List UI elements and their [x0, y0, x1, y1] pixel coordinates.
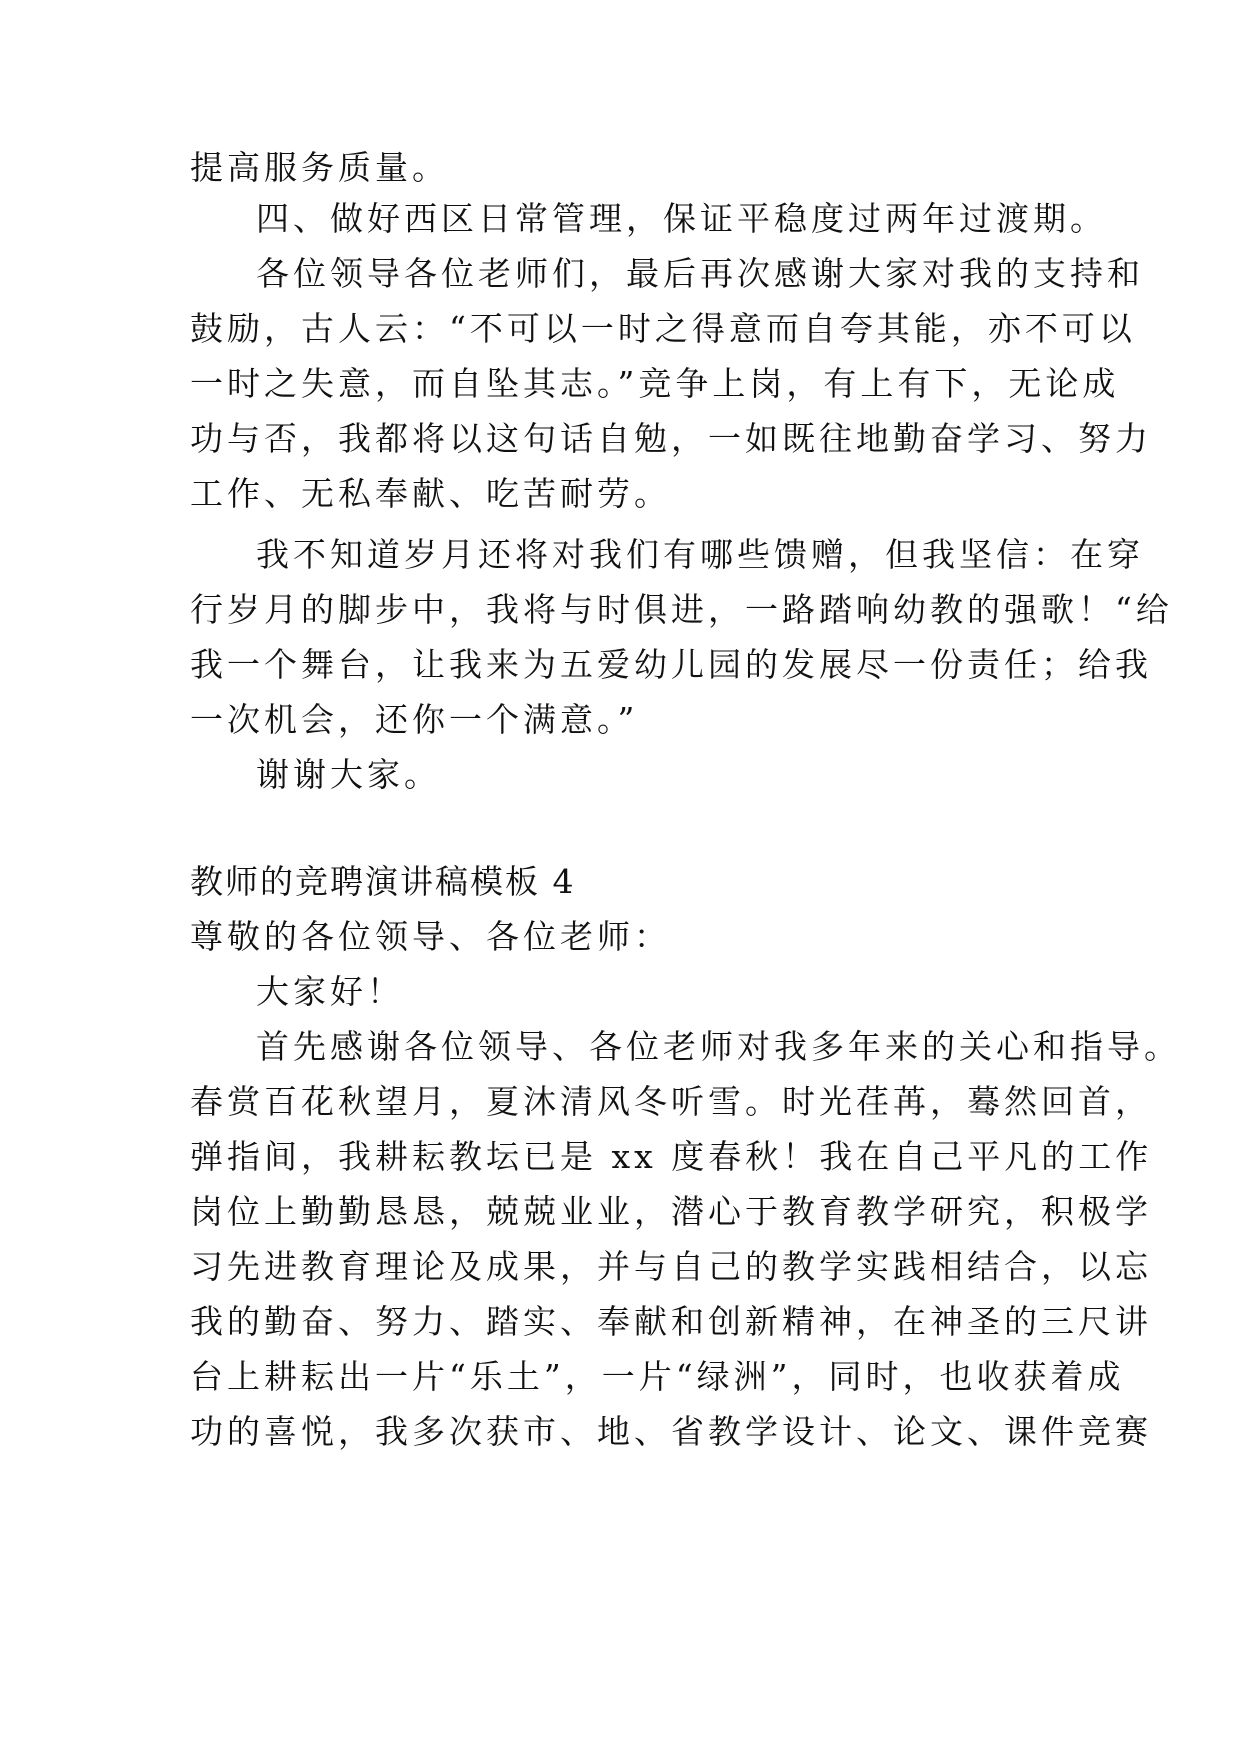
text-line: 一次机会，还你一个满意。”: [190, 700, 639, 739]
text-line: 鼓励，古人云：“不可以一时之得意而自夸其能，亦不可以: [190, 309, 1136, 348]
text-line: 一时之失意，而自坠其志。”竞争上岗，有上有下，无论成: [190, 364, 1120, 403]
text-line: 首先感谢各位领导、各位老师对我多年来的关心和指导。: [256, 1027, 1181, 1066]
text-line: 习先进教育理论及成果，并与自己的教学实践相结合，以忘: [190, 1247, 1152, 1286]
salutation: 尊敬的各位领导、各位老师：: [190, 917, 671, 956]
text-line: 我的勤奋、努力、踏实、奉献和创新精神，在神圣的三尺讲: [190, 1302, 1152, 1341]
text-line: 春赏百花秋望月，夏沐清风冬听雪。时光荏苒，蓦然回首，: [190, 1082, 1152, 1121]
text-line: 四、做好西区日常管理，保证平稳度过两年过渡期。: [256, 199, 1107, 238]
text-line: 台上耕耘出一片“乐土”，一片“绿洲”，同时，也收获着成: [190, 1357, 1125, 1396]
text-line: 功的喜悦，我多次获市、地、省教学设计、论文、课件竞赛: [190, 1412, 1152, 1451]
text-line: 弹指间，我耕耘教坛已是 xx 度春秋！我在自己平凡的工作: [190, 1137, 1153, 1176]
text-line: 提高服务质量。: [190, 148, 449, 187]
text-line: 我一个舞台，让我来为五爱幼儿园的发展尽一份责任；给我: [190, 645, 1152, 684]
text-line: 各位领导各位老师们，最后再次感谢大家对我的支持和: [256, 254, 1144, 293]
text-line: 谢谢大家。: [256, 755, 441, 794]
text-line: 行岁月的脚步中，我将与时俱进，一路踏响幼教的强歌！“给: [190, 590, 1173, 629]
section-title: 教师的竞聘演讲稿模板 4: [190, 862, 576, 901]
greeting: 大家好！: [256, 972, 404, 1011]
text-line: 工作、无私奉献、吃苦耐劳。: [190, 474, 671, 513]
text-line: 我不知道岁月还将对我们有哪些馈赠，但我坚信：在穿: [256, 535, 1144, 574]
text-line: 岗位上勤勤恳恳，兢兢业业，潜心于教育教学研究，积极学: [190, 1192, 1152, 1231]
text-line: 功与否，我都将以这句话自勉，一如既往地勤奋学习、努力: [190, 419, 1152, 458]
